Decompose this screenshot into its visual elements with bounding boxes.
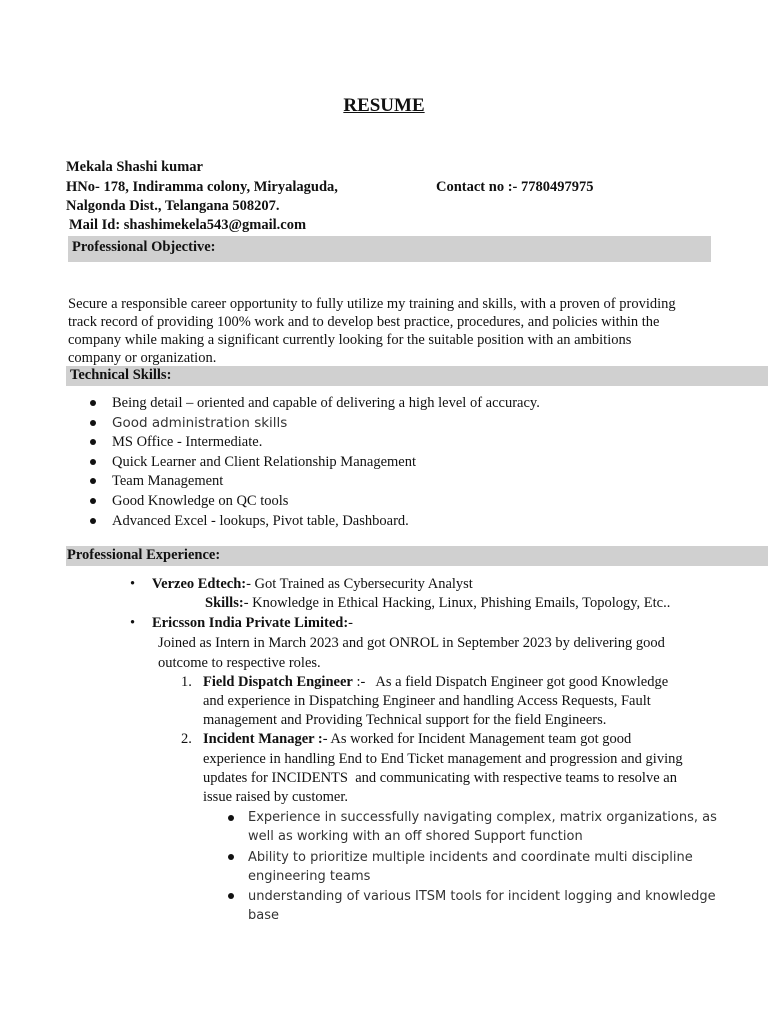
page-title: RESUME: [343, 95, 425, 116]
ericsson-line: Joined as Intern in March 2023 and got ONROL in September 2023 by delivering good: [158, 635, 665, 651]
bullet-icon: [90, 498, 96, 504]
role-number: 2.: [181, 731, 192, 747]
bullet-icon: [90, 439, 96, 445]
skill-item: Team Management: [112, 473, 224, 489]
role-entry: [203, 673, 668, 692]
skills-heading-band: [66, 366, 768, 386]
bullet-icon: [228, 893, 234, 899]
bullet-icon: [90, 459, 96, 465]
bullet-icon: [228, 815, 234, 821]
address-line-1: HNo- 178, Indiramma colony, Miryalaguda,: [66, 179, 338, 195]
bullet-icon: [90, 420, 96, 426]
contact-number: Contact no :- 7780497975: [436, 179, 594, 195]
role-number: 1.: [181, 674, 192, 690]
objective-line: company while making a significant currently looking for the suitable position with an ambitions: [68, 332, 632, 348]
skill-item: Good administration skills: [112, 415, 288, 431]
skill-item: Advanced Excel - lookups, Pivot table, Dashboard.: [112, 513, 409, 529]
objective-line: track record of providing 100% work and to develop best practice, procedures, and policies within the: [68, 314, 660, 330]
bullet-icon: [228, 854, 234, 860]
mail-id: Mail Id: shashimekela543@gmail.com: [69, 217, 307, 233]
sub-bullet-line: base: [248, 908, 279, 923]
address-line-2: Nalgonda Dist., Telangana 508207.: [66, 198, 280, 214]
sub-bullet-line: well as working with an off shored Support function: [248, 829, 583, 844]
role-line: As worked for Incident Management team got good: [327, 731, 632, 747]
role-sep: :-: [352, 674, 366, 690]
ericsson-line: outcome to respective roles.: [158, 655, 321, 671]
bullet-icon: •: [130, 615, 136, 631]
verzeo-skills: [205, 594, 670, 613]
objective-paragraph: [68, 295, 718, 367]
verzeo-entry: [152, 575, 473, 594]
role-line: As a field Dispatch Engineer got good Knowledge: [365, 674, 669, 690]
role-line: updates for INCIDENTS and communicating with respective teams to resolve an: [203, 770, 677, 786]
objective-line: Secure a responsible career opportunity to fully utilize my training and skills, with a proven of providing: [68, 296, 676, 312]
role-line: and experience in Dispatching Engineer and handling Access Requests, Fault: [203, 693, 651, 709]
verzeo-skills-label: Skills:: [205, 595, 244, 611]
skill-item: Being detail – oriented and capable of delivering a high level of accuracy.: [112, 395, 540, 411]
experience-heading-band: [66, 546, 768, 566]
verzeo-text: - Got Trained as Cybersecurity Analyst: [246, 576, 473, 592]
role-line: issue raised by customer.: [203, 789, 348, 805]
skill-item: Good Knowledge on QC tools: [112, 493, 289, 509]
objective-heading: Professional Objective:: [72, 239, 216, 255]
sub-bullet-line: Experience in successfully navigating complex, matrix organizations, as: [248, 810, 717, 825]
sub-bullet-line: Ability to prioritize multiple incidents and coordinate multi discipline: [248, 850, 693, 865]
role-line: management and Providing Technical support for the field Engineers.: [203, 712, 607, 728]
objective-line: company or organization.: [68, 350, 217, 366]
skill-item: MS Office - Intermediate.: [112, 434, 263, 450]
bullet-icon: •: [130, 576, 136, 592]
bullet-icon: [90, 400, 96, 406]
ericsson-suffix: -: [348, 615, 353, 631]
role-title: Incident Manager :: [203, 731, 323, 747]
role-title: Field Dispatch Engineer: [203, 674, 353, 690]
skill-item: Quick Learner and Client Relationship Management: [112, 454, 417, 470]
role-line: experience in handling End to End Ticket management and progression and giving: [203, 751, 683, 767]
bullet-icon: [90, 478, 96, 484]
role-sep: -: [322, 731, 328, 747]
experience-heading: Professional Experience:: [67, 547, 221, 563]
applicant-name: Mekala Shashi kumar: [66, 159, 203, 175]
sub-bullet-line: understanding of various ITSM tools for incident logging and knowledge: [248, 889, 716, 904]
verzeo-skills-text: - Knowledge in Ethical Hacking, Linux, Phishing Emails, Topology, Etc..: [243, 595, 671, 611]
objective-heading-band: [68, 236, 711, 262]
role-entry: [203, 730, 631, 749]
ericsson-entry: [152, 614, 353, 633]
sub-bullet-line: engineering teams: [248, 869, 371, 884]
bullet-icon: [90, 518, 96, 524]
skills-heading: Technical Skills:: [70, 367, 172, 383]
ericsson-title: Ericsson India Private Limited:: [152, 615, 349, 631]
verzeo-title: Verzeo Edtech:: [152, 576, 247, 592]
